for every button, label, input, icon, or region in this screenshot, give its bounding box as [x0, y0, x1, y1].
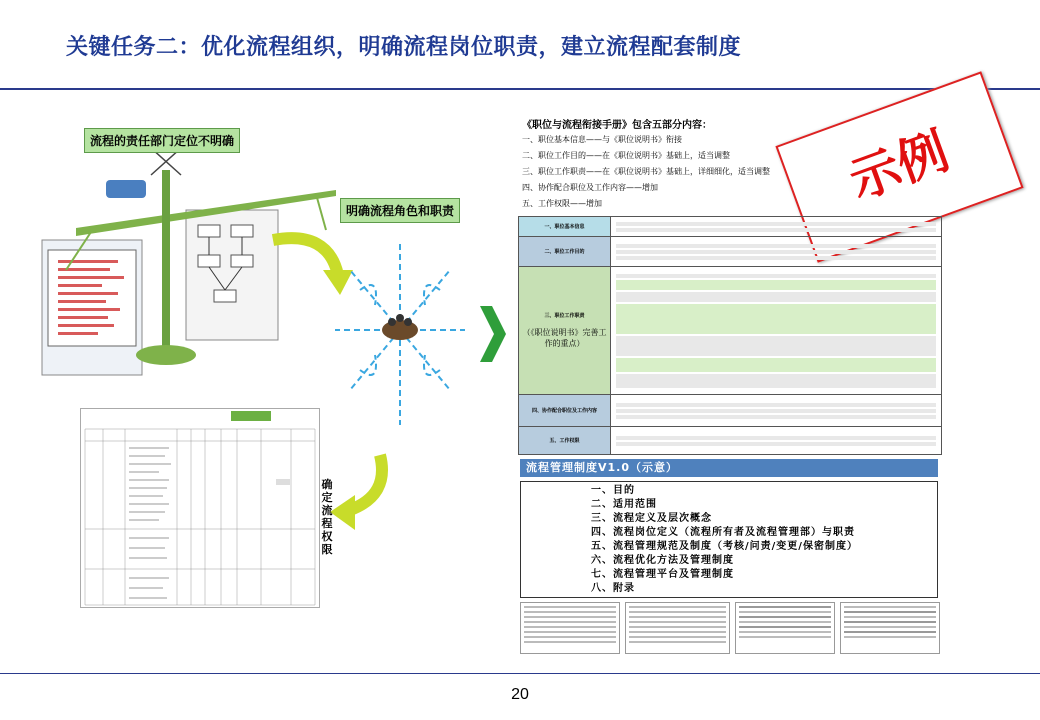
flow-manual-contents: [520, 481, 938, 598]
doc-line: 一、职位基本信息——与《职位说明书》衔接: [522, 135, 682, 144]
flow-item: 三、流程定义及层次概念: [591, 513, 712, 524]
job-description-table: [518, 216, 942, 458]
section-duties: [519, 267, 611, 395]
doc-thumbnail: [840, 602, 940, 654]
slide-title: 关键任务二：优化流程组织，明确流程岗位职责，建立流程配套制度: [66, 35, 742, 60]
flow-item: 二、适用范围: [591, 499, 657, 510]
role-star-diagram: [330, 230, 470, 440]
flow-item: 六、流程优化方法及管理制度: [591, 555, 734, 566]
stamp-text: 示例: [842, 121, 957, 211]
page-number: 20: [511, 686, 529, 703]
section-basic-info: 一、职位基本信息: [519, 217, 611, 237]
section-collaboration: 四、协作配合职位及工作内容: [519, 395, 611, 427]
section-purpose: 二、职位工作目的: [519, 237, 611, 267]
label-unclear-dept: 流程的责任部门定位不明确: [84, 128, 240, 153]
permissions-table-thumbnail: [80, 408, 320, 608]
label-permissions: 确定流程权限: [321, 478, 333, 556]
doc-thumbnail: [520, 602, 620, 654]
table-grid-icon: [81, 409, 319, 607]
footer-rule: [0, 673, 1040, 674]
green-chevron-icon: [480, 306, 506, 362]
section-authority: 五、工作权限: [519, 427, 611, 455]
flow-item: 五、流程管理规范及制度（考核/问责/变更/保密制度）: [591, 541, 858, 552]
flow-manual-header: 流程管理制度V1.0（示意）: [520, 459, 938, 477]
flow-manual-list: [591, 484, 858, 596]
role-star-icon: [330, 230, 470, 440]
doc-line: 二、职位工作目的——在《职位说明书》基础上，适当调整: [522, 151, 730, 160]
doc-line: 五、工作权限——增加: [522, 199, 602, 208]
section-duties-note: （《职位说明书》完善工作的重点）: [522, 328, 607, 348]
title-rule: [0, 88, 1040, 90]
doc-heading: 《职位与流程衔接手册》包含五部分内容：: [522, 120, 712, 131]
label-roles: 明确流程角色和职责: [340, 198, 460, 223]
doc-line: 三、职位工作职责——在《职位说明书》基础上，详细细化，适当调整: [522, 167, 770, 176]
doc-thumbnail: [625, 602, 730, 654]
flow-item: 四、流程岗位定义（流程所有者及流程管理部）与职责: [591, 527, 855, 538]
section-duties-title: 三、职位工作职责: [544, 313, 585, 319]
doc-lines: [522, 134, 770, 214]
flow-item: 八、附录: [591, 583, 635, 594]
flow-item: 一、目的: [591, 485, 635, 496]
doc-thumbnail: [735, 602, 835, 654]
flow-item: 七、流程管理平台及管理制度: [591, 569, 734, 580]
doc-line: 四、协作配合职位及工作内容——增加: [522, 183, 658, 192]
